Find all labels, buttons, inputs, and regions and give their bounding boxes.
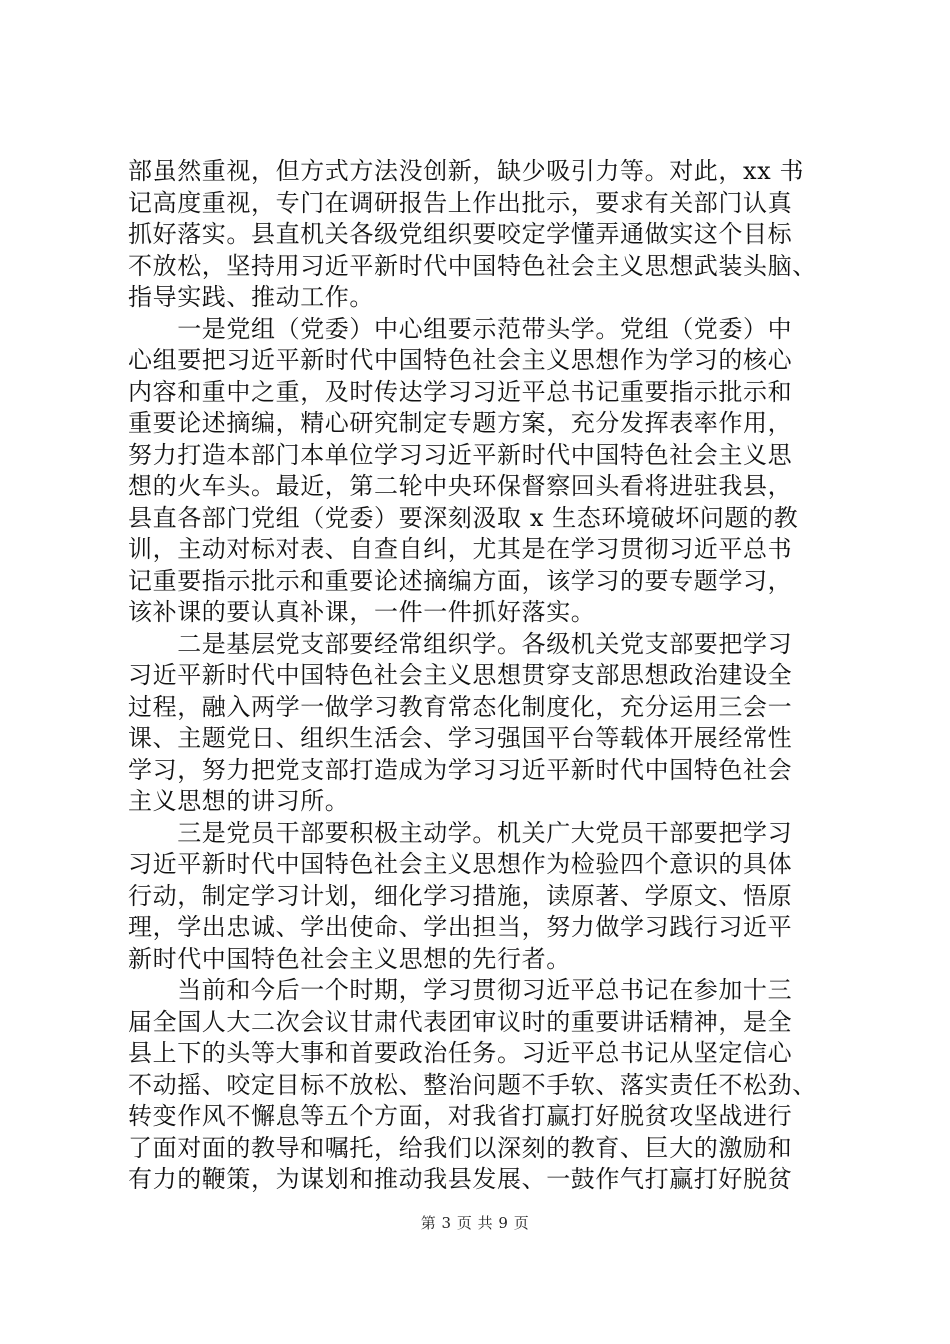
text-line: 主义思想的讲习所。	[128, 787, 350, 815]
text-line: 有力的鞭策，为谋划和推动我县发展、一鼓作气打赢打好脱贫	[128, 1165, 793, 1193]
text-line: 课、主题党日、组织生活会、学习强国平台等载体开展经常性	[128, 724, 793, 752]
text-line: 训，主动对标对表、自查自纠，尤其是在学习贯彻习近平总书	[128, 535, 793, 563]
text-line: 当前和今后一个时期，学习贯彻习近平总书记在参加十三	[128, 976, 793, 1004]
text-line: 记高度重视，专门在调研报告上作出批示，要求有关部门认真	[128, 188, 793, 217]
text-line: 县直各部门党组（党委）要深刻汲取 x 生态环境破坏问题的教	[128, 503, 799, 532]
text-line: 一是党组（党委）中心组要示范带头学。党组（党委）中	[128, 314, 793, 343]
document-body	[128, 156, 828, 1196]
text-line: 二是基层党支部要经常组织学。各级机关党支部要把学习	[128, 629, 793, 658]
text-line: 理，学出忠诚、学出使命、学出担当，努力做学习践行习近平	[128, 913, 793, 941]
text-line: 内容和重中之重，及时传达学习习近平总书记重要指示批示和	[128, 377, 793, 406]
text-line: 习近平新时代中国特色社会主义思想贯穿支部思想政治建设全	[128, 661, 793, 689]
text-line: 努力打造本部门本单位学习习近平新时代中国特色社会主义思	[128, 440, 793, 469]
text-line: 转变作风不懈息等五个方面，对我省打赢打好脱贫攻坚战进行	[128, 1102, 793, 1130]
text-line: 重要论述摘编，精心研究制定专题方案，充分发挥表率作用，	[128, 409, 793, 437]
text-line: 该补课的要认真补课，一件一件抓好落实。	[128, 598, 596, 626]
text-line: 不放松，坚持用习近平新时代中国特色社会主义思想武装头脑、	[128, 251, 817, 280]
text-line: 习近平新时代中国特色社会主义思想作为检验四个意识的具体	[128, 850, 793, 878]
text-line: 不动摇、咬定目标不放松、整治问题不手软、落实责任不松劲、	[128, 1070, 817, 1099]
text-line: 抓好落实。县直机关各级党组织要咬定学懂弄通做实这个目标	[128, 220, 793, 248]
text-line: 县上下的头等大事和首要政治任务。习近平总书记从坚定信心	[128, 1039, 793, 1067]
text-line: 新时代中国特色社会主义思想的先行者。	[128, 944, 571, 973]
text-line: 心组要把习近平新时代中国特色社会主义思想作为学习的核心	[128, 346, 793, 374]
text-line: 行动，制定学习计划，细化学习措施，读原著、学原文、悟原	[128, 881, 793, 910]
text-line: 三是党员干部要积极主动学。机关广大党员干部要把学习	[128, 818, 793, 847]
text-line: 了面对面的教导和嘱托，给我们以深刻的教育、巨大的激励和	[128, 1133, 793, 1162]
text-line: 学习，努力把党支部打造成为学习习近平新时代中国特色社会	[128, 755, 793, 784]
text-line: 记重要指示批示和重要论述摘编方面，该学习的要专题学习，	[128, 566, 793, 595]
text-line: 过程，融入两学一做学习教育常态化制度化，充分运用三会一	[128, 692, 793, 721]
text-line: 届全国人大二次会议甘肃代表团审议时的重要讲话精神，是全	[128, 1007, 793, 1036]
text-line: 部虽然重视，但方式方法没创新，缺少吸引力等。对此，xx 书	[128, 157, 805, 185]
text-line: 指导实践、推动工作。	[128, 283, 374, 311]
text-line: 想的火车头。最近，第二轮中央环保督察回头看将进驻我县，	[128, 472, 793, 500]
page-number-footer: 第 3 页 共 9 页	[420, 1214, 530, 1232]
